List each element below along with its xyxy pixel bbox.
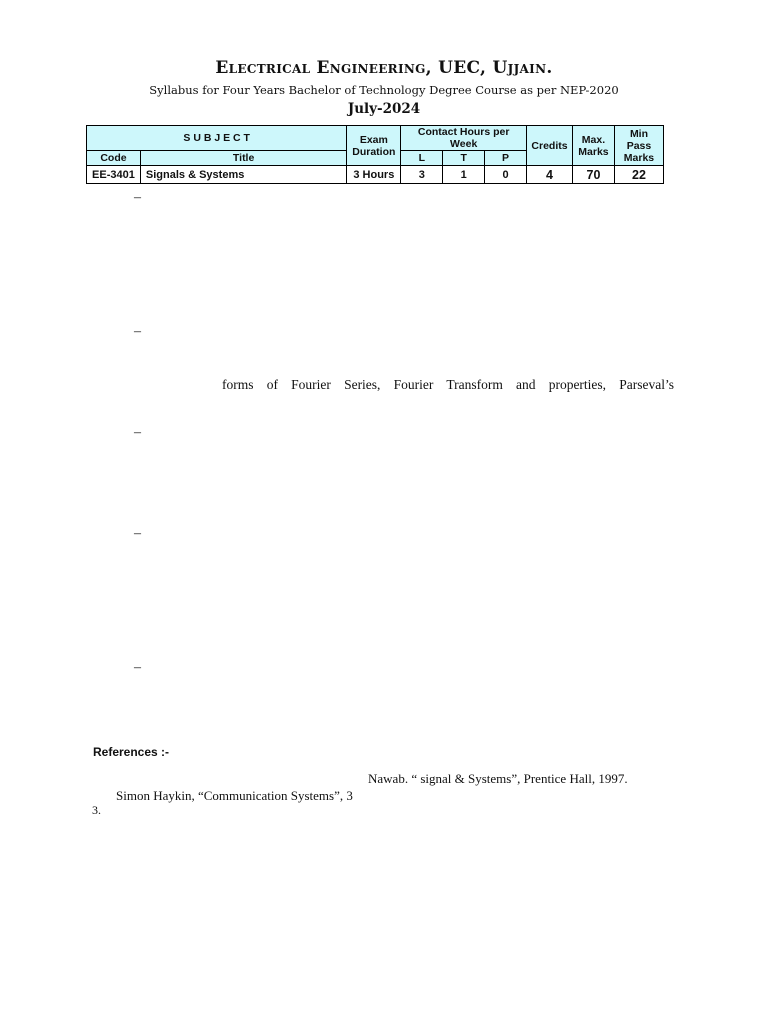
table-row [87,166,664,184]
max-marks-value: 70 [572,166,614,184]
unit-3-dash: – [134,425,141,440]
page-title: Electrical Engineering, UEC, Ujjain. [215,58,553,78]
contact-hours-header: Contact Hours per Week [401,126,527,151]
subject-code: EE-3401 [87,166,141,184]
unit-4-dash: – [134,526,141,541]
reference-2: Simon Haykin, “Communication Systems”, 3 [116,788,353,803]
exam-duration: 3 Hours [347,166,401,184]
unit-5-dash: – [134,660,141,675]
min-pass-header: Min Pass Marks [614,126,663,166]
unit-2-text: forms of Fourier Series, Fourier Transform and properties, Parseval’s [222,377,674,392]
credits-header: Credits [527,126,573,166]
subject-table [86,125,664,184]
credits-value: 4 [527,166,573,184]
lecture-hours: 3 [401,166,443,184]
tutorial-header: T [443,151,485,166]
tutorial-hours: 1 [443,166,485,184]
references-heading: References :- [93,745,170,759]
code-header: Code [87,151,141,166]
exam-duration-header: Exam Duration [347,126,401,166]
unit-2-dash: – [134,324,141,339]
title-header: Title [140,151,346,166]
subject-title: Signals & Systems [140,166,346,184]
practical-header: P [485,151,527,166]
subject-header: S U B J E C T [87,126,347,151]
reference-1: Nawab. “ signal & Systems”, Prentice Hall, 1997. [368,771,628,786]
min-pass-value: 22 [614,166,663,184]
session-label: July-2024 [347,101,421,117]
lecture-header: L [401,151,443,166]
unit-1-dash: – [134,190,141,205]
max-marks-header: Max. Marks [572,126,614,166]
practical-hours: 0 [485,166,527,184]
reference-3: 3. [92,803,101,817]
syllabus-subtitle: Syllabus for Four Years Bachelor of Technology Degree Course as per NEP-2020 [149,83,619,97]
